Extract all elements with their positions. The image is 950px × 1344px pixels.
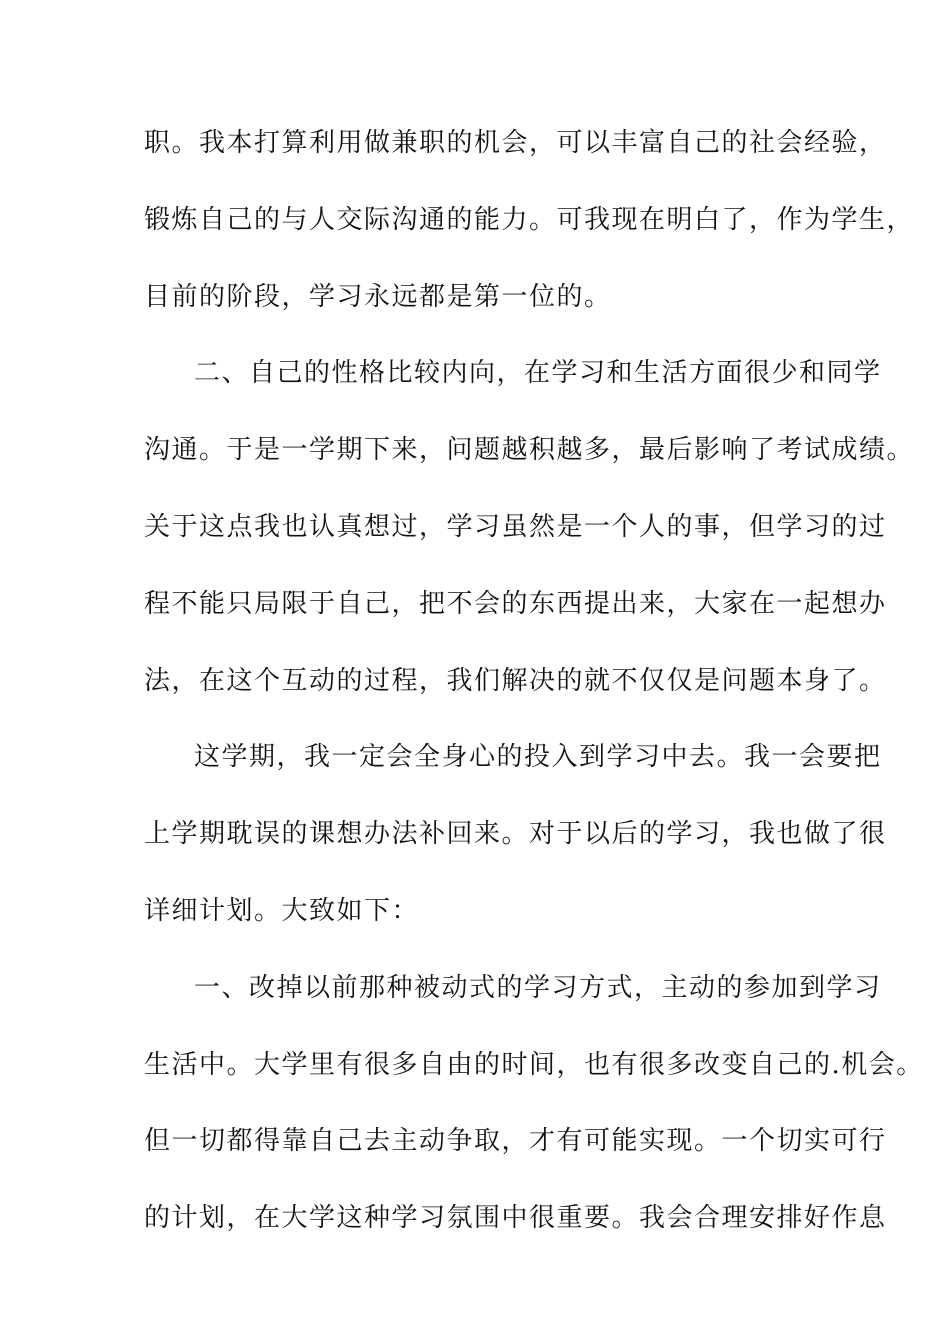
text-line: 职。我本打算利用做兼职的机会，可以丰富自己的社会经验， — [144, 128, 887, 158]
text-line: 的计划，在大学这种学习氛围中很重要。我会合理安排好作息 — [144, 1203, 887, 1234]
paragraph-start-line: 这学期，我一定会全身心的投入到学习中去。我一会要把 — [194, 742, 882, 773]
text-line: 详细计划。大致如下： — [144, 895, 420, 926]
text-line: 锻炼自己的与人交际沟通的能力。可我现在明白了，作为学生， — [144, 204, 915, 235]
text-line: 程不能只局限于自己，把不会的东西提出来，大家在一起想办 — [144, 588, 887, 619]
text-line: 但一切都得靠自己去主动争取，才有可能实现。一个切实可行 — [144, 1126, 887, 1157]
text-line: 法，在这个互动的过程，我们解决的就不仅仅是问题本身了。 — [144, 665, 887, 696]
text-line: 沟通。于是一学期下来，问题越积越多，最后影响了考试成绩。 — [144, 435, 915, 466]
text-line: 目前的阶段，学习永远都是第一位的。 — [144, 281, 612, 312]
paragraph-start-line: 二、自己的性格比较内向，在学习和生活方面很少和同学 — [194, 358, 882, 389]
text-line: 上学期耽误的课想办法补回来。对于以后的学习，我也做了很 — [144, 819, 887, 850]
document-body — [144, 128, 924, 1282]
text-line: 关于这点我也认真想过，学习虽然是一个人的事，但学习的过 — [144, 511, 887, 542]
text-line: 生活中。大学里有很多自由的时间，也有很多改变自己的.机会。 — [144, 1049, 924, 1080]
paragraph-start-line: 一、改掉以前那种被动式的学习方式，主动的参加到学习 — [194, 972, 882, 1003]
